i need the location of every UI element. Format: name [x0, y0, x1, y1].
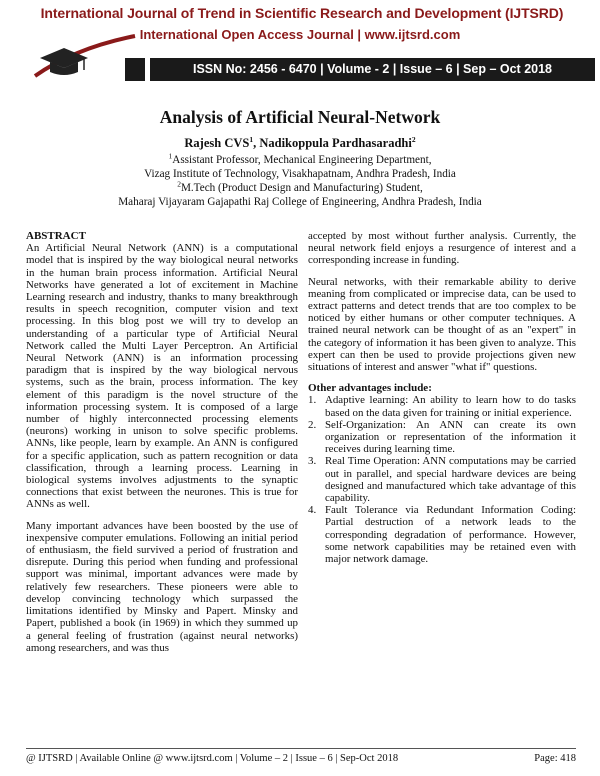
list-item-number: 4. [308, 504, 317, 517]
author-2: Nadikoppula Pardhasaradhi [259, 136, 412, 150]
abstract-heading: ABSTRACT [26, 230, 86, 242]
list-item-number: 2. [308, 418, 317, 431]
list-item-number: 3. [308, 455, 317, 468]
advantages-list [308, 394, 576, 565]
abstract-paragraph-1: An Artificial Neural Network (ANN) is a computational model that is inspired by the way biological neural networks in the human brain process information. Artificial Neural Networks have generated a lot of excitement in Machine Learning research and industry, thanks to many breakthrough results in speech recognition, computer vision and text processing. In this blog post we will try to develop an understanding of a particular type of Artificial Neural Network called the Multi Layer Perceptron. An Artificial Neural Network (ANN) is an information processing paradigm that is inspired by the way biological nervous systems, such as the brain, process information. The key element of this paradigm is the novel structure of the information processing system. It is composed of a large number of highly interconnected processing elements (neurons) working in unison to solve specific problems. ANNs, like people, learn by example. An ANN is configured for a specific application, such as pattern recognition or data classification, through a learning process. Learning in biological systems involves adjustments to the synaptic connections that exist between the neurones. This is true for ANNs as well. [26, 242, 298, 511]
author-line [0, 136, 600, 151]
abstract-paragraph-4: Neural networks, with their remarkable ability to derive meaning from complicated or imprecise data, can be used to extract patterns and detect trends that are too complex to be noticed by either humans or other computer techniques. A trained neural network can be thought of as an "expert" in the category of information it has been given to analyze. This expert can then be used to provide projections given new situations of interest and answer "what if" questions. [308, 275, 576, 374]
paragraph-gap [308, 373, 576, 382]
right-column [308, 230, 576, 565]
affiliation-1 [0, 153, 600, 167]
abstract-paragraph-3: accepted by most without further analysis. Currently, the neural network field enjoys a resurgence of interest and a corresponding increase in funding. [308, 230, 576, 267]
affiliation-1-institute [0, 167, 600, 181]
author-2-sup: 2 [411, 134, 416, 144]
paragraph-gap [26, 511, 298, 520]
journal-name: International Journal of Trend in Scientific Research and Development (IJTSRD) [40, 5, 564, 21]
paragraph-gap [308, 267, 576, 276]
affiliation-1-text: Assistant Professor, Mechanical Engineering Department, [172, 154, 432, 166]
list-item [308, 394, 576, 418]
issn-bar: ISSN No: 2456 - 6470 | Volume - 2 | Issue – 6 | Sep – Oct 2018 [150, 58, 595, 81]
abstract-paragraph-2: Many important advances have been boosted by the use of inexpensive computer emulations. Following an initial period of enthusiasm, the field survived a period of frustration and disrepute. During this period when funding and professional support was minimal, important advances were made by relatively few researchers. These pioneers were able to develop convincing technology which surpassed the limitations identified by Minsky and Papert. Minsky and Papert, published a book (in 1969) in which they summed up a general feeling of frustration (against neural networks) among researchers, and was thus [26, 519, 298, 654]
footer-citation: @ IJTSRD | Available Online @ www.ijtsrd.com | Volume – 2 | Issue – 6 | Sep-Oct 2018 [26, 753, 399, 764]
author-1-sup: 1 [249, 134, 254, 144]
affiliation-2 [0, 181, 600, 195]
list-item-text: Adaptive learning: An ability to learn how to do tasks based on the data given for training or initial experience. [325, 394, 576, 419]
list-item [308, 504, 576, 565]
list-item-number: 1. [308, 394, 317, 407]
paper-title: Analysis of Artificial Neural-Network [159, 107, 441, 127]
list-item [308, 455, 576, 504]
list-item-text: Real Time Operation: ANN computations may be carried out in parallel, and special hardware devices are being designed and manufactured which take advantage of this capability. [325, 455, 576, 505]
footer-divider [26, 748, 576, 749]
page-number: Page: 418 [534, 753, 576, 764]
list-item-text: Fault Tolerance via Redundant Information Coding: Partial destruction of a network leads to the corresponding degradation of performance. However, some network capabilities may be retained even with major network damage. [325, 504, 576, 566]
author-1: Rajesh CVS [184, 136, 250, 150]
affiliation-2-institute-text: Maharaj Vijayaram Gajapathi Raj College of Engineering, Andhra Pradesh, India [118, 196, 482, 208]
affiliation-2-sup: 2 [177, 179, 181, 189]
journal-subtitle: International Open Access Journal | www.ijtsrd.com [139, 27, 461, 42]
left-column [26, 230, 298, 654]
list-item [308, 419, 576, 456]
author-separator: , [253, 136, 260, 150]
affiliation-1-sup: 1 [168, 151, 173, 161]
affiliation-2-text: M.Tech (Product Design and Manufacturing) Student, [180, 182, 423, 194]
affiliation-2-institute [0, 195, 600, 209]
affiliation-1-institute-text: Vizag Institute of Technology, Visakhapatnam, Andhra Pradesh, India [144, 168, 456, 180]
issn-bar-stub [125, 58, 145, 81]
list-item-text: Self-Organization: An ANN can create its own organization or representation of the information it receives during learning time. [325, 418, 576, 456]
advantages-heading: Other advantages include: [308, 382, 432, 395]
